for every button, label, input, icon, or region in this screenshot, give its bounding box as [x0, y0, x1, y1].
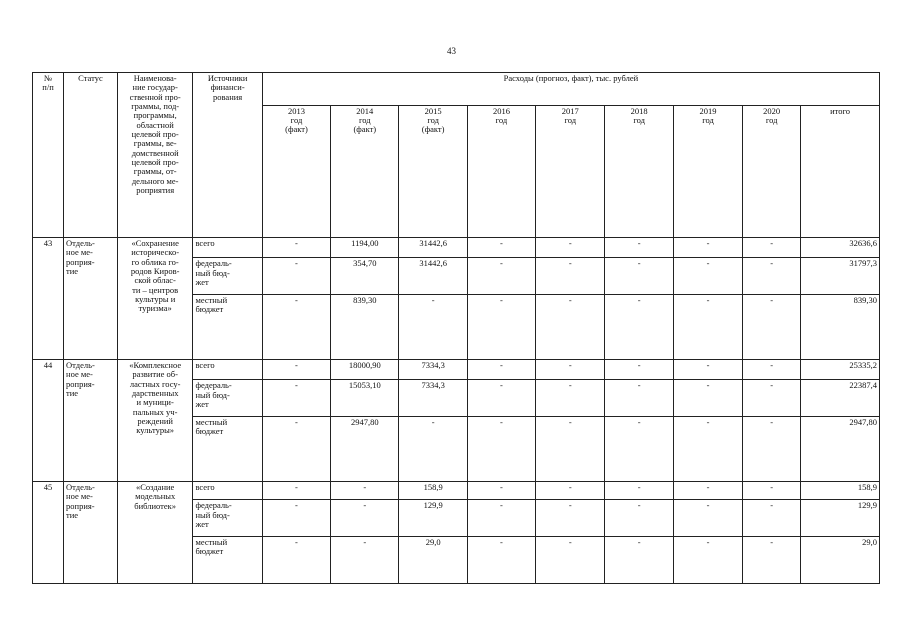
value-cell: -	[467, 360, 535, 380]
value-cell: 158,9	[801, 482, 880, 500]
value-cell: -	[743, 537, 801, 584]
item-number: 44	[33, 360, 64, 482]
value-cell: -	[743, 380, 801, 417]
header-expenses: Расходы (прогноз, факт), тыс. рублей	[262, 73, 879, 106]
value-cell: 29,0	[399, 537, 467, 584]
header-year-0: 2013 год (факт)	[262, 105, 330, 237]
value-cell: 7334,3	[399, 380, 467, 417]
value-cell: -	[536, 380, 605, 417]
value-cell: 2947,80	[801, 417, 880, 482]
value-cell: -	[673, 417, 742, 482]
funding-source: всего	[193, 360, 262, 380]
value-cell: -	[673, 537, 742, 584]
table-row	[33, 482, 880, 500]
value-cell: -	[605, 294, 673, 359]
page-number: 43	[447, 46, 456, 56]
value-cell: -	[262, 417, 330, 482]
value-cell: -	[536, 482, 605, 500]
value-cell: -	[743, 500, 801, 537]
item-name: «Создание модельных библиотек»	[117, 482, 193, 584]
funding-source: всего	[193, 482, 262, 500]
value-cell: 32636,6	[801, 237, 880, 257]
budget-table	[32, 72, 880, 584]
value-cell: -	[399, 294, 467, 359]
value-cell: -	[605, 537, 673, 584]
value-cell: -	[467, 258, 535, 295]
value-cell: -	[262, 294, 330, 359]
value-cell: 129,9	[801, 500, 880, 537]
funding-source: федераль- ный бюд- жет	[193, 380, 262, 417]
header-year-1: 2014 год (факт)	[331, 105, 399, 237]
value-cell: -	[467, 294, 535, 359]
value-cell: -	[673, 500, 742, 537]
value-cell: -	[467, 380, 535, 417]
value-cell: 31797,3	[801, 258, 880, 295]
value-cell: -	[262, 237, 330, 257]
value-cell: -	[605, 417, 673, 482]
value-cell: -	[467, 482, 535, 500]
value-cell: -	[467, 237, 535, 257]
value-cell: 158,9	[399, 482, 467, 500]
value-cell: -	[605, 237, 673, 257]
value-cell: -	[467, 500, 535, 537]
item-number: 43	[33, 237, 64, 359]
item-status: Отдель- ное ме- роприя- тие	[64, 237, 118, 359]
value-cell: -	[673, 360, 742, 380]
value-cell: -	[262, 500, 330, 537]
header-year-7: 2020 год	[743, 105, 801, 237]
value-cell: -	[536, 360, 605, 380]
value-cell: -	[605, 482, 673, 500]
header-name: Наименова- ние государ- ственной про- граммы, под- программы, областной целевой про- граммы, ве- домственной целевой про- граммы, от- дельного ме- роприятия	[117, 73, 193, 238]
item-name: «Сохранение историческо- го облика го- родов Киров- ской облас- ти – центров культуры и туризма»	[117, 237, 193, 359]
header-year-8: итого	[801, 105, 880, 237]
value-cell: -	[262, 258, 330, 295]
header-num: № п/п	[33, 73, 64, 238]
value-cell: 25335,2	[801, 360, 880, 380]
funding-source: местный бюджет	[193, 417, 262, 482]
value-cell: -	[605, 380, 673, 417]
value-cell: -	[673, 294, 742, 359]
table-row	[33, 237, 880, 257]
value-cell: -	[262, 482, 330, 500]
value-cell: 7334,3	[399, 360, 467, 380]
value-cell: 29,0	[801, 537, 880, 584]
value-cell: -	[673, 482, 742, 500]
header-year-3: 2016 год	[467, 105, 535, 237]
value-cell: -	[399, 417, 467, 482]
value-cell: 2947,80	[331, 417, 399, 482]
value-cell: -	[605, 500, 673, 537]
value-cell: -	[262, 360, 330, 380]
value-cell: -	[605, 258, 673, 295]
funding-source: федераль- ный бюд- жет	[193, 258, 262, 295]
value-cell: 15053,10	[331, 380, 399, 417]
value-cell: -	[536, 258, 605, 295]
value-cell: -	[536, 537, 605, 584]
funding-source: местный бюджет	[193, 537, 262, 584]
value-cell: -	[673, 237, 742, 257]
item-name: «Комплексное развитие об- ластных госу- дарственных и муници- пальных уч- реждений культуры»	[117, 360, 193, 482]
value-cell: -	[331, 500, 399, 537]
value-cell: -	[743, 360, 801, 380]
value-cell: 18000,90	[331, 360, 399, 380]
value-cell: -	[605, 360, 673, 380]
value-cell: -	[743, 294, 801, 359]
funding-source: всего	[193, 237, 262, 257]
item-status: Отдель- ное ме- роприя- тие	[64, 360, 118, 482]
value-cell: -	[262, 380, 330, 417]
value-cell: -	[743, 258, 801, 295]
value-cell: -	[536, 294, 605, 359]
value-cell: 22387,4	[801, 380, 880, 417]
value-cell: 839,30	[801, 294, 880, 359]
value-cell: -	[262, 537, 330, 584]
value-cell: 31442,6	[399, 258, 467, 295]
value-cell: -	[743, 482, 801, 500]
header-year-6: 2019 год	[673, 105, 742, 237]
value-cell: -	[743, 417, 801, 482]
value-cell: 129,9	[399, 500, 467, 537]
value-cell: -	[331, 482, 399, 500]
value-cell: -	[467, 417, 535, 482]
header-row-top	[33, 73, 880, 106]
table-row	[33, 360, 880, 380]
item-number: 45	[33, 482, 64, 584]
header-year-5: 2018 год	[605, 105, 673, 237]
value-cell: -	[536, 237, 605, 257]
header-year-4: 2017 год	[536, 105, 605, 237]
value-cell: 354,70	[331, 258, 399, 295]
value-cell: -	[536, 417, 605, 482]
value-cell: -	[673, 258, 742, 295]
value-cell: -	[331, 537, 399, 584]
header-year-2: 2015 год (факт)	[399, 105, 467, 237]
value-cell: 1194,00	[331, 237, 399, 257]
value-cell: -	[467, 537, 535, 584]
value-cell: -	[673, 380, 742, 417]
value-cell: 31442,6	[399, 237, 467, 257]
header-source: Источники финанси- рования	[193, 73, 262, 238]
item-status: Отдель- ное ме- роприя- тие	[64, 482, 118, 584]
header-status: Статус	[64, 73, 118, 238]
funding-source: местный бюджет	[193, 294, 262, 359]
value-cell: -	[743, 237, 801, 257]
value-cell: -	[536, 500, 605, 537]
funding-source: федераль- ный бюд- жет	[193, 500, 262, 537]
value-cell: 839,30	[331, 294, 399, 359]
